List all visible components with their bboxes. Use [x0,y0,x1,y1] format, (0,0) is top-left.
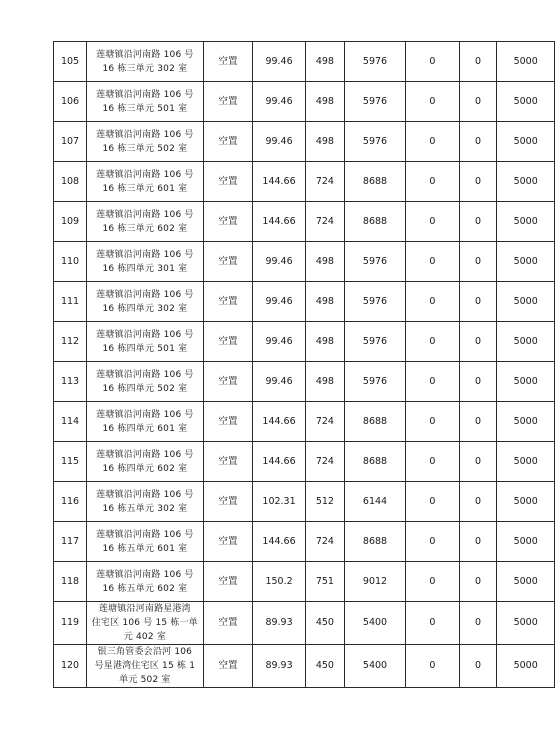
address-cell [87,122,204,162]
table-row [54,242,555,282]
area-cell: 89.93 [253,602,305,645]
area-cell: 99.46 [253,322,305,362]
value-cell-3: 0 [406,482,460,522]
value-cell-1: 498 [305,82,344,122]
address-line: 16 栋四单元 502 室 [102,383,188,394]
value-cell-1: 498 [305,122,344,162]
address-line: 16 栋三单元 501 室 [102,103,188,114]
value-cell-4: 0 [459,402,497,442]
value-cell-3: 0 [406,645,460,688]
value-cell-2: 9012 [345,562,406,602]
address-line: 莲塘镇沿河南路 106 号 [96,409,194,420]
table-row [54,645,555,688]
area-cell: 99.46 [253,282,305,322]
area-cell: 89.93 [253,645,305,688]
value-cell-5: 5000 [497,322,555,362]
value-cell-2: 8688 [345,162,406,202]
status-cell: 空置 [203,402,253,442]
table-row [54,562,555,602]
value-cell-1: 724 [305,402,344,442]
status-cell: 空置 [203,602,253,645]
address-line: 莲塘镇沿河南路 106 号 [96,89,194,100]
area-cell: 99.46 [253,362,305,402]
area-cell: 144.66 [253,522,305,562]
status-cell: 空置 [203,645,253,688]
table-body [54,42,555,688]
status-cell: 空置 [203,442,253,482]
value-cell-2: 5976 [345,42,406,82]
area-cell: 144.66 [253,202,305,242]
status-cell: 空置 [203,482,253,522]
row-number-cell: 110 [54,242,87,282]
value-cell-2: 5976 [345,362,406,402]
row-number-cell: 106 [54,82,87,122]
row-number-cell: 118 [54,562,87,602]
address-line: 莲塘镇沿河南路 106 号 [96,569,194,580]
value-cell-5: 5000 [497,202,555,242]
address-line: 莲塘镇沿河南路 106 号 [96,249,194,260]
value-cell-5: 5000 [497,162,555,202]
table-row [54,402,555,442]
row-number-cell: 114 [54,402,87,442]
housing-table [53,41,555,688]
address-line: 16 栋四单元 302 室 [102,303,188,314]
value-cell-3: 0 [406,322,460,362]
value-cell-3: 0 [406,242,460,282]
value-cell-5: 5000 [497,442,555,482]
table-row [54,122,555,162]
value-cell-5: 5000 [497,482,555,522]
area-cell: 144.66 [253,162,305,202]
address-line: 16 栋四单元 301 室 [102,263,188,274]
area-cell: 99.46 [253,42,305,82]
status-cell: 空置 [203,122,253,162]
address-line: 莲塘镇沿河南路 106 号 [96,449,194,460]
address-line: 莲塘镇沿河南路 106 号 [96,129,194,140]
value-cell-2: 8688 [345,522,406,562]
value-cell-3: 0 [406,562,460,602]
row-number-cell: 108 [54,162,87,202]
row-number-cell: 105 [54,42,87,82]
address-cell [87,242,204,282]
value-cell-5: 5000 [497,82,555,122]
value-cell-1: 498 [305,242,344,282]
value-cell-4: 0 [459,362,497,402]
value-cell-1: 498 [305,322,344,362]
area-cell: 144.66 [253,442,305,482]
value-cell-4: 0 [459,322,497,362]
value-cell-5: 5000 [497,282,555,322]
value-cell-5: 5000 [497,242,555,282]
area-cell: 102.31 [253,482,305,522]
address-line: 莲塘镇沿河南路 106 号 [96,489,194,500]
value-cell-4: 0 [459,602,497,645]
address-line: 莲塘镇沿河南路 106 号 [96,369,194,380]
table-row [54,82,555,122]
address-line: 号星港湾住宅区 15 栋 1 [94,661,196,671]
value-cell-1: 724 [305,202,344,242]
value-cell-1: 512 [305,482,344,522]
value-cell-2: 6144 [345,482,406,522]
status-cell: 空置 [203,522,253,562]
value-cell-3: 0 [406,282,460,322]
row-number-cell: 107 [54,122,87,162]
address-line: 16 栋五单元 601 室 [102,543,188,554]
area-cell: 99.46 [253,82,305,122]
value-cell-3: 0 [406,122,460,162]
value-cell-4: 0 [459,242,497,282]
value-cell-2: 5400 [345,602,406,645]
value-cell-1: 751 [305,562,344,602]
row-number-cell: 116 [54,482,87,522]
value-cell-2: 5976 [345,122,406,162]
address-line: 莲塘镇沿河南路 106 号 [96,329,194,340]
value-cell-4: 0 [459,522,497,562]
status-cell: 空置 [203,42,253,82]
value-cell-3: 0 [406,402,460,442]
address-cell [87,482,204,522]
row-number-cell: 117 [54,522,87,562]
address-line: 16 栋四单元 501 室 [102,343,188,354]
value-cell-1: 498 [305,362,344,402]
value-cell-4: 0 [459,162,497,202]
table-row [54,442,555,482]
table-row [54,162,555,202]
address-cell [87,42,204,82]
value-cell-5: 5000 [497,402,555,442]
value-cell-5: 5000 [497,122,555,162]
table-row [54,482,555,522]
address-line: 莲塘镇沿河南路 106 号 [96,49,194,60]
value-cell-2: 5400 [345,645,406,688]
value-cell-2: 8688 [345,202,406,242]
value-cell-3: 0 [406,362,460,402]
status-cell: 空置 [203,282,253,322]
area-cell: 99.46 [253,122,305,162]
table-row [54,202,555,242]
address-line: 住宅区 106 号 15 栋一单 [91,618,199,628]
address-line: 16 栋三单元 502 室 [102,143,188,154]
value-cell-4: 0 [459,202,497,242]
address-line: 莲塘镇沿河南路星港湾 [98,604,191,614]
address-line: 莲塘镇沿河南路 106 号 [96,169,194,180]
value-cell-1: 498 [305,282,344,322]
value-cell-4: 0 [459,645,497,688]
address-line: 莲塘镇沿河南路 106 号 [96,209,194,220]
row-number-cell: 109 [54,202,87,242]
value-cell-3: 0 [406,162,460,202]
value-cell-4: 0 [459,282,497,322]
address-line: 莲塘镇沿河南路 106 号 [96,289,194,300]
value-cell-2: 8688 [345,442,406,482]
value-cell-5: 5000 [497,362,555,402]
row-number-cell: 111 [54,282,87,322]
address-line: 16 栋四单元 601 室 [102,423,188,434]
status-cell: 空置 [203,162,253,202]
value-cell-1: 450 [305,645,344,688]
address-cell [87,522,204,562]
value-cell-2: 5976 [345,82,406,122]
address-cell [87,402,204,442]
row-number-cell: 120 [54,645,87,688]
address-line: 元 402 室 [123,632,167,642]
status-cell: 空置 [203,562,253,602]
address-cell [87,442,204,482]
area-cell: 150.2 [253,562,305,602]
address-line: 16 栋五单元 302 室 [102,503,188,514]
value-cell-4: 0 [459,442,497,482]
row-number-cell: 113 [54,362,87,402]
value-cell-5: 5000 [497,42,555,82]
address-line: 16 栋三单元 601 室 [102,183,188,194]
address-cell [87,645,204,688]
value-cell-2: 5976 [345,322,406,362]
value-cell-1: 498 [305,42,344,82]
table-row [54,602,555,645]
address-cell [87,362,204,402]
table-row [54,42,555,82]
row-number-cell: 115 [54,442,87,482]
value-cell-1: 450 [305,602,344,645]
address-line: 单元 502 室 [119,675,171,685]
address-line: 莲塘镇沿河南路 106 号 [96,529,194,540]
address-cell [87,162,204,202]
table-row [54,282,555,322]
status-cell: 空置 [203,322,253,362]
address-line: 16 栋三单元 602 室 [102,223,188,234]
value-cell-3: 0 [406,82,460,122]
row-number-cell: 112 [54,322,87,362]
value-cell-5: 5000 [497,522,555,562]
table-row [54,522,555,562]
area-cell: 99.46 [253,242,305,282]
value-cell-1: 724 [305,522,344,562]
address-line: 16 栋三单元 302 室 [102,63,188,74]
address-cell [87,282,204,322]
value-cell-4: 0 [459,482,497,522]
value-cell-2: 5976 [345,242,406,282]
value-cell-4: 0 [459,82,497,122]
value-cell-2: 8688 [345,402,406,442]
value-cell-5: 5000 [497,645,555,688]
value-cell-3: 0 [406,202,460,242]
value-cell-4: 0 [459,562,497,602]
table-row [54,322,555,362]
value-cell-2: 5976 [345,282,406,322]
row-number-cell: 119 [54,602,87,645]
value-cell-1: 724 [305,442,344,482]
status-cell: 空置 [203,202,253,242]
address-line: 16 栋五单元 602 室 [102,583,188,594]
status-cell: 空置 [203,242,253,282]
address-cell [87,202,204,242]
address-line: 16 栋四单元 602 室 [102,463,188,474]
value-cell-5: 5000 [497,602,555,645]
address-cell [87,82,204,122]
value-cell-3: 0 [406,442,460,482]
value-cell-4: 0 [459,42,497,82]
value-cell-3: 0 [406,42,460,82]
table-row [54,362,555,402]
address-cell [87,602,204,645]
address-cell [87,562,204,602]
address-cell [87,322,204,362]
value-cell-1: 724 [305,162,344,202]
value-cell-3: 0 [406,522,460,562]
area-cell: 144.66 [253,402,305,442]
value-cell-5: 5000 [497,562,555,602]
status-cell: 空置 [203,362,253,402]
value-cell-3: 0 [406,602,460,645]
address-line: 银三角管委会沿河 106 [97,647,193,657]
value-cell-4: 0 [459,122,497,162]
status-cell: 空置 [203,82,253,122]
